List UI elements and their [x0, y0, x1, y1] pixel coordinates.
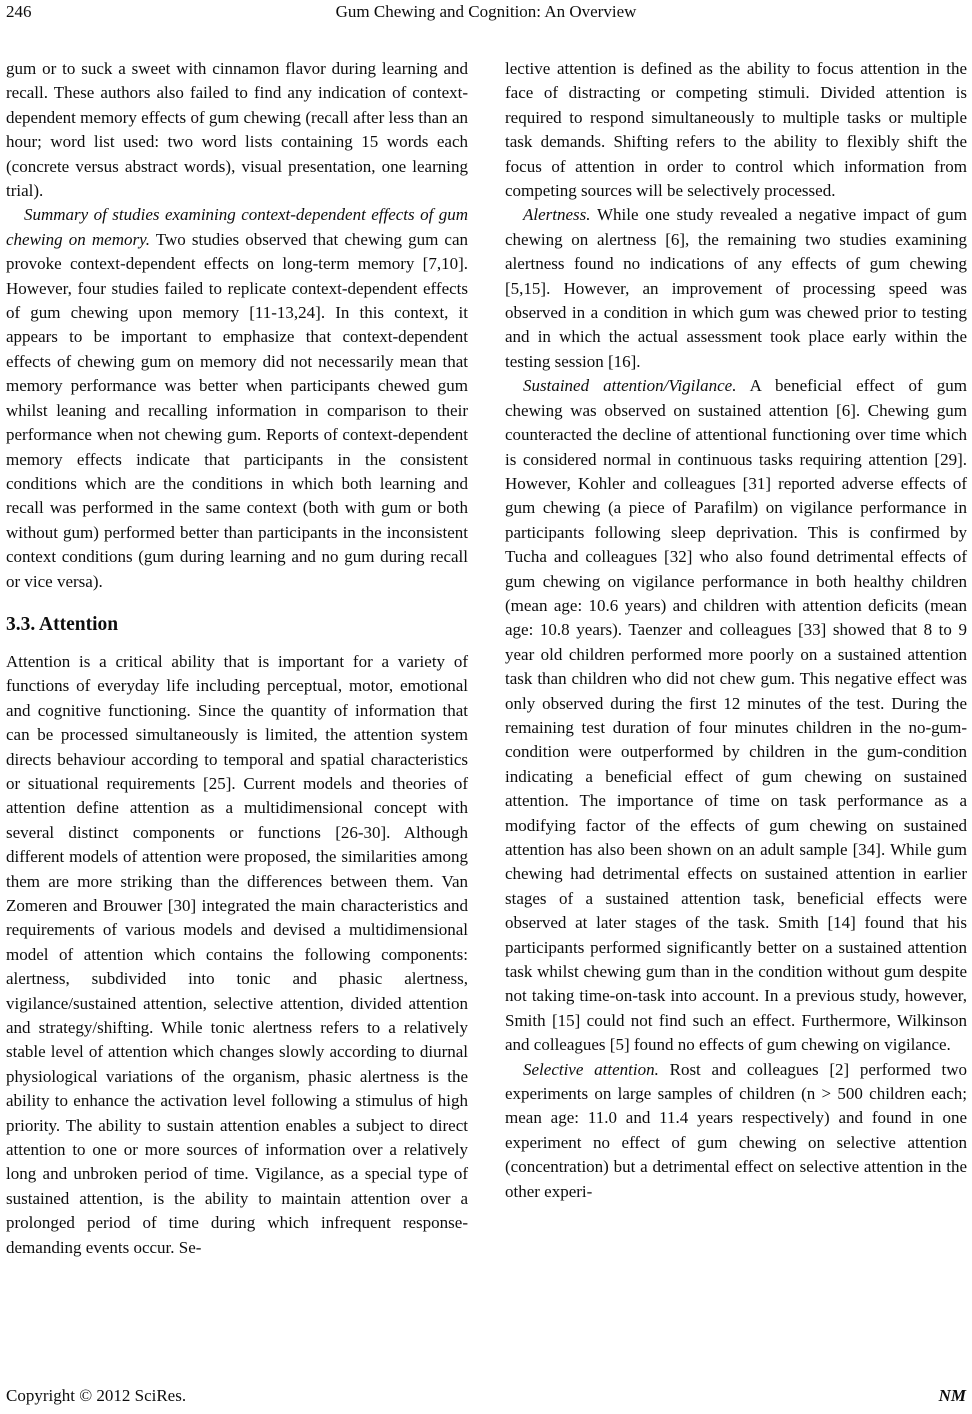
- paragraph-attention-intro: Attention is a critical ability that is important for a variety of functions of everyday life including perceptual, motor, emotional and cognitive functioning. Since the quantity of information that can be processed simultaneously is limited, the attention system directs behaviour according to temporal and spatial characteristics or situational requirements [25]. Current models and theories of attention define attention as a multidimensional concept with several distinct components or functions [26-30]. Although different models of attention were proposed, the similarities among them are more striking than the differences between them. Van Zomeren and Brouwer [30] integrated the main characteristics and requirements of various models and devised a multidimensional model of attention which contains the following components: alertness, subdivided into tonic and phasic alertness, vigilance/sustained attention, selective attention, divided attention and strategy/shifting. While tonic alertness refers to a relatively stable level of attention which changes slowly according to diurnal physiological variations of the organism, phasic alertness is the ability to enhance the activation level following a stimulus of high priority. The ability to sustain attention enables a subject to direct attention to one or more sources of information over a relatively long and unbroken period of time. Vigilance, as a special type of sustained attention, is the ability to maintain attention over a prolonged period of time during which infrequent response-demanding events occur. Se-: [6, 651, 468, 1257]
- paragraph-text: While one study revealed a negative impact of gum chewing on alertness [6], the remaining two studies examining alertness found no indications of any effects of gum chewing [5,15]. However, an improvement of processing speed was observed in a condition in which gum was chewed prior to testing and in which the actual assessment took place early within the testing session [16].: [505, 205, 967, 371]
- journal-code: NM: [938, 1386, 966, 1405]
- italic-lead: Summary of studies examining context-dependent effects of gum chewing on memory.: [6, 205, 468, 249]
- copyright-notice: Copyright © 2012 SciRes.: [6, 1386, 187, 1405]
- paragraph-sustained-attention: [505, 374, 967, 1057]
- paragraph-summary: [6, 203, 468, 594]
- running-title: Gum Chewing and Cognition: An Overview: [335, 2, 637, 21]
- paragraph-alertness: [505, 203, 967, 374]
- page-header: [6, 2, 966, 24]
- italic-lead: Alertness.: [523, 205, 591, 225]
- two-column-body: [6, 57, 966, 1260]
- paragraph-continuation: gum or to suck a sweet with cinnamon flavor during learning and recall. These authors also failed to find any indication of context-dependent memory effects of gum chewing (recall after less than an hour; word list used: two word lists containing 15 words each (concrete versus abstract words), visual presentation, one learning trial).: [6, 59, 468, 201]
- italic-lead: Selective attention.: [523, 1059, 659, 1079]
- page-number: 246: [6, 2, 32, 21]
- paragraph-selective-attention: [505, 1058, 967, 1204]
- paragraph-text: Two studies observed that chewing gum can provoke context-dependent effects on long-term memory [7,10]. However, four studies failed to replicate context-dependent effects of gum chewing upon memory [11-13,24]. In this context, it appears to be important to emphasize that context-dependent effects of chewing gum on memory did not necessarily mean that memory performance was better when participants chewed gum whilst leaning and recalling information in comparison to their performance when not chewing gum. Reports of context-dependent memory effects indicate that participants in the consistent conditions which are the conditions in which both learning and recall was performed in the same context (both with gum or both without gum) performed better than participants in the inconsistent context conditions (gum during learning and no gum during recall or vice versa).: [6, 229, 469, 591]
- section-heading-attention: 3.3. Attention: [6, 613, 119, 635]
- paragraph-text: A beneficial effect of gum chewing was observed on sustained attention [6]. Chewing gum counteracted the decline of attentional functioning over time which is considered normal in continuous tasks requiring attention [29]. However, Kohler and colleagues [31] reported adverse effects of gum chewing (a piece of Parafilm) on vigilance performance in participants following sleep deprivation. This is confirmed by Tucha and colleagues [32] who also found detrimental effects of gum chewing on vigilance performance in both healthy children (mean age: 10.6 years) and children with attention deficits (mean age: 10.8 years). Taenzer and colleagues [33] showed that 8 to 9 year old children performed more poorly on a sustained attention task than children who did not chew gum. This negative effect was only observed during the first 12 minutes of the test. During the remaining test duration of four minutes children in the no-gum-condition were outperformed by children in the gum-condition indicating a beneficial effect of gum chewing on sustained attention. The importance of time on task performance as a modifying factor of the effects of gum chewing on sustained attention has also been shown on an adult sample [34]. While gum chewing had detrimental effects on sustained attention in earlier stages of a sustained attention task, beneficial effects were observed at later stages of the task. Smith [14] found that his participants performed significantly better on a sustained attention task whilst chewing gum than in the condition without gum despite not taking time-on-task into account. In a previous study, however, Smith [15] could not find such an effect. Furthermore, Wilkinson and colleagues [5] found no effects of gum chewing on vigilance.: [505, 376, 968, 1055]
- page-footer: [6, 1386, 966, 1406]
- left-column: [6, 57, 468, 1260]
- right-column: [505, 57, 967, 1260]
- italic-lead: Sustained attention/Vigilance.: [523, 376, 737, 396]
- paragraph-text: Rost and colleagues [2] performed two experiments on large samples of children (n > 500 children each; mean age: 11.0 and 11.4 years respectively) and found in one experiment no effect of gum chewing on selective attention (concentration) but a detrimental effect on selective attention in the other experi-: [505, 1059, 967, 1201]
- paragraph-continuation: lective attention is defined as the ability to focus attention in the face of distracting or competing stimuli. Divided attention is required to respond simultaneously to multiple tasks or multiple task demands. Shifting refers to the ability to flexibly shift the focus of attention in order to control which information from competing sources will be selectively processed.: [505, 59, 967, 201]
